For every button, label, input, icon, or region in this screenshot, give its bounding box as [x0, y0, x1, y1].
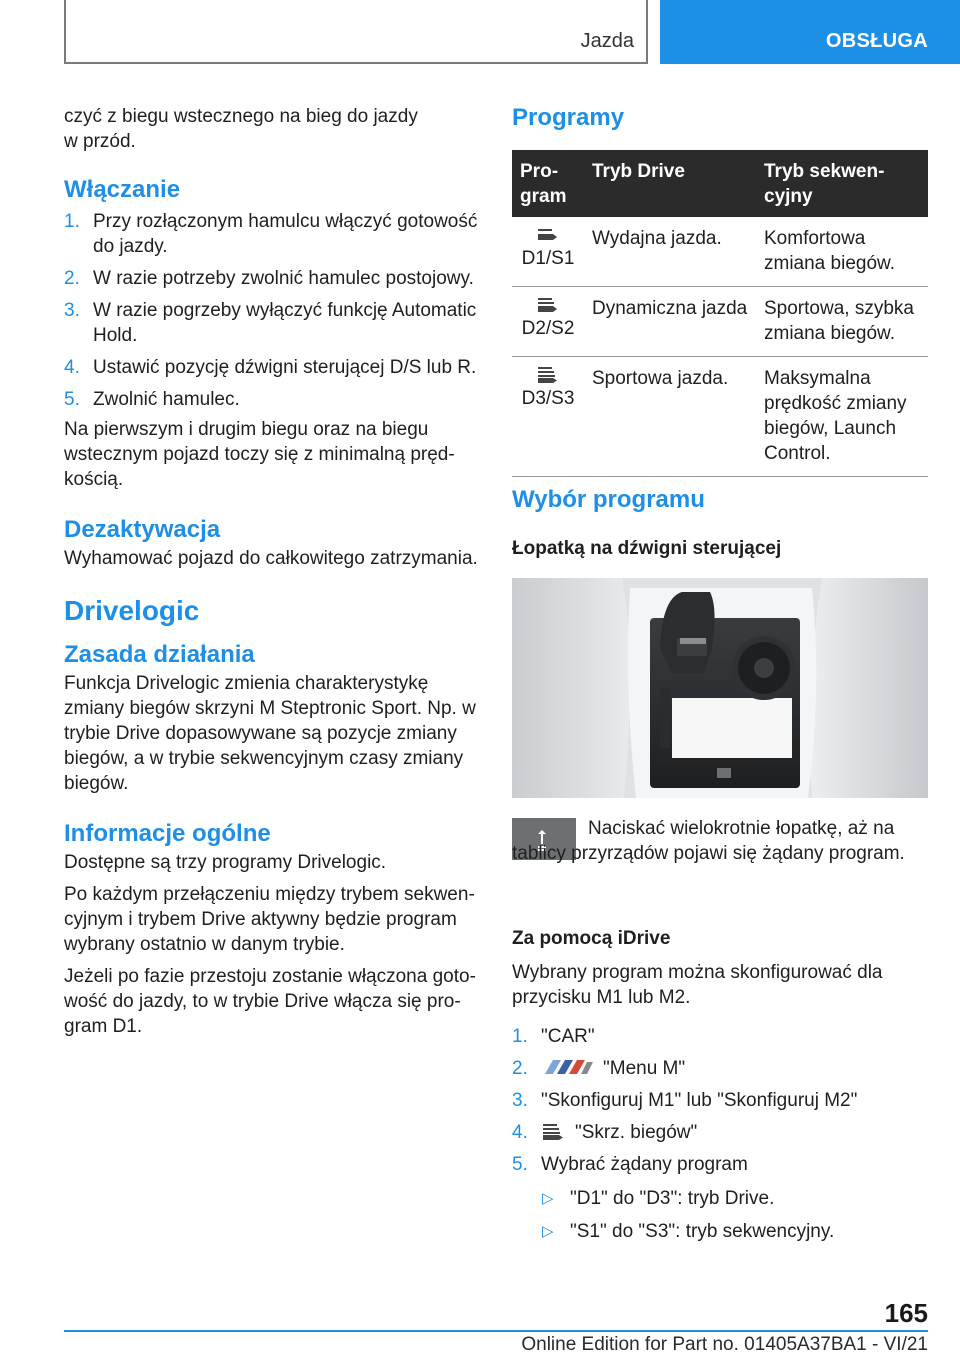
gear-selector-photo: [512, 578, 928, 798]
list-item: 2. "Menu M": [512, 1058, 686, 1079]
drive-cell: Dynamiczna jazda: [584, 287, 756, 357]
list-item: ▷ "D1" do "D3": tryb Drive.: [542, 1188, 775, 1209]
header-section-box: [64, 0, 648, 64]
header-chapter-label: OBSŁUGA: [825, 30, 928, 52]
drivelogic-2-icon: [535, 296, 561, 314]
drive-cell: Wydajna jazda.: [584, 217, 756, 287]
list-item: 3. W razie pogrzeby wyłączyć funkcję Automatic Hold.: [64, 300, 477, 346]
idrive-heading: Za pomocą iDrive: [512, 928, 671, 949]
informacje-p2: Po każdym przełączeniu między trybem sekwencyjnym i trybem Drive aktywny będzie program wybrany ostatnio w danym trybie.: [64, 884, 475, 955]
table-header-row: [512, 150, 928, 217]
sequential-cell: Komfortowa zmiana biegów.: [756, 217, 928, 287]
list-item: 3. "Skonfiguruj M1" lub "Skonfiguruj M2": [512, 1090, 858, 1111]
zasada-text: Funkcja Drivelogic zmienia charakterystykę zmiany biegów skrzyni M Steptronic Sport. Np. w trybie Drive dopasowywane są pozycje zmiany biegów, a w trybie sekwencyjnym czasy zmiany biegów.: [64, 673, 476, 794]
informacje-p3: Jeżeli po fazie przestoju zostanie włączona gotowość do jazdy, to w trybie Drive włącza się program D1.: [64, 966, 476, 1037]
program-cell: D2/S2: [512, 287, 584, 357]
zasada-heading: Zasada działania: [64, 641, 255, 668]
idrive-substeps: [512, 1186, 928, 1252]
intro-line-2: w przód.: [64, 131, 136, 152]
list-item: 5. Zwolnić hamulec.: [64, 389, 240, 410]
wlaczanie-steps: [64, 209, 480, 412]
list-item: 5. Wybrać żądany program: [512, 1154, 748, 1175]
dezaktywacja-text: Wyhamować pojazd do całkowitego zatrzymania.: [64, 548, 478, 569]
lopatka-heading: Łopatką na dźwigni sterującej: [512, 538, 782, 559]
list-item: 4. "Skrz. biegów": [512, 1122, 698, 1143]
table-row: [512, 217, 928, 287]
drivelogic-1-icon: [535, 226, 561, 244]
wybor-heading: Wybór programu: [512, 486, 705, 513]
triangle-bullet-icon: ▷: [542, 1190, 554, 1207]
header-chapter-box: [660, 0, 960, 64]
sequential-cell: Sportowa, szybka zmiana biegów.: [756, 287, 928, 357]
informacje-heading: Informacje ogólne: [64, 820, 271, 847]
triangle-bullet-icon: ▷: [542, 1223, 554, 1240]
programs-table: [512, 150, 928, 477]
table-row: [512, 357, 928, 477]
drivelogic-heading: Drivelogic: [64, 595, 200, 626]
program-cell: D3/S3: [512, 357, 584, 477]
list-item: 1. Przy rozłączonym hamulcu włączyć gotowość do jazdy.: [64, 211, 478, 257]
list-item: 1. "CAR": [512, 1026, 595, 1047]
idrive-text: Wybrany program można skonfigurować dla przycisku M1 lub M2.: [512, 962, 883, 1008]
paddle-instruction: Naciskać wielokrotnie łopatkę, aż na tablicy przyrządów pojawi się żądany program.: [512, 818, 905, 864]
column-header-sequential: Tryb sekwencyjny: [756, 150, 928, 217]
paddle-instruction-block: [512, 816, 928, 866]
drive-cell: Sportowa jazda.: [584, 357, 756, 477]
column-header-program: Program: [512, 150, 584, 217]
column-header-drive: Tryb Drive: [584, 150, 756, 217]
programy-heading: Programy: [512, 104, 625, 131]
program-cell: D1/S1: [512, 217, 584, 287]
gear-selector-illustration: [512, 578, 928, 798]
list-item: 2. W razie potrzeby zwolnić hamulec postojowy.: [64, 268, 474, 289]
informacje-p1: Dostępne są trzy programy Drivelogic.: [64, 852, 387, 873]
table-row: [512, 287, 928, 357]
list-item: ▷ "S1" do "S3": tryb sekwencyjny.: [542, 1221, 835, 1242]
footer-divider: [64, 1330, 928, 1332]
drivelogic-icon: [541, 1123, 567, 1141]
left-column: [64, 104, 480, 1039]
wlaczanie-note: Na pierwszym i drugim biegu oraz na biegu wstecznym pojazd toczy się z minimalną prędkością.: [64, 419, 455, 490]
intro-line-1: czyć z biegu wstecznego na bieg do jazdy: [64, 106, 418, 127]
idrive-steps: [512, 1024, 928, 1184]
wlaczanie-heading: Włączanie: [64, 176, 181, 203]
drivelogic-3-icon: [535, 366, 561, 384]
m-logo-icon: [541, 1058, 595, 1076]
sequential-cell: Maksymalna prędkość zmiany biegów, Launch Control.: [756, 357, 928, 477]
page-number: 165: [884, 1298, 928, 1328]
dezaktywacja-heading: Dezaktywacja: [64, 516, 221, 543]
header-section-label: Jazda: [580, 30, 634, 52]
footer-edition: Online Edition for Part no. 01405A37BA1 - VI/21: [521, 1334, 928, 1355]
list-item: 4. Ustawić pozycję dźwigni sterującej D/S lub R.: [64, 357, 477, 378]
